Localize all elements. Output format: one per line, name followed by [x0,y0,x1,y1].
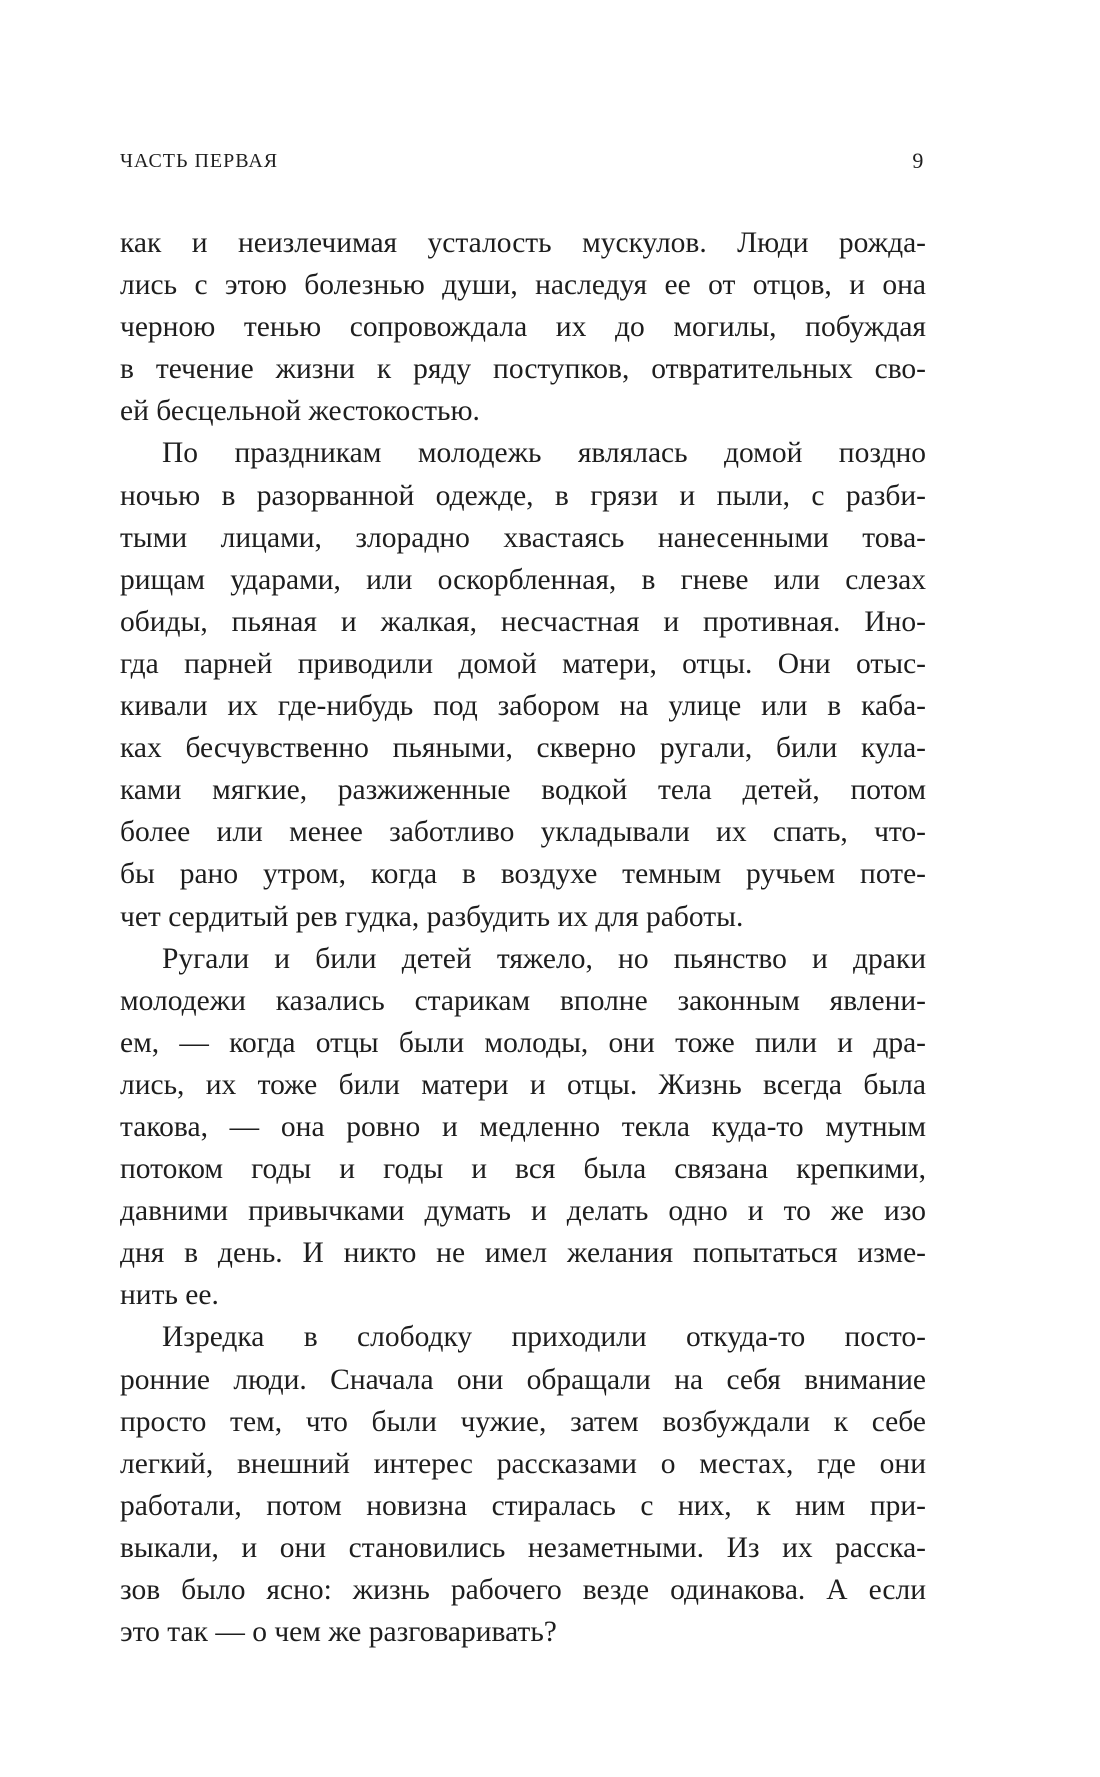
text-line: Изредка в слободку приходили откуда-то посто- [162,1321,926,1354]
text-line: в течение жизни к ряду поступков, отвратительных сво- [120,353,926,386]
text-line: дня в день. И никто не имел желания попытаться изме- [120,1237,926,1270]
text-line: работали, потом новизна стиралась с них, к ним при- [120,1489,926,1522]
text-line: черною тенью сопровождала их до могилы, побуждая [120,311,926,344]
text-line: потоком годы и годы и вся была связана крепкими, [120,1153,926,1186]
text-line: просто тем, что были чужие, затем возбуждали к себе [120,1405,926,1438]
text-line: ками мягкие, разжиженные водкой тела детей, потом [120,774,926,807]
text-line: ей бесцельной жестокостью. [120,395,480,428]
text-line: тыми лицами, злорадно хвастаясь нанесенными това- [120,521,926,554]
section-title: ЧАСТЬ ПЕРВАЯ [120,149,279,172]
text-line: гда парней приводили домой матери, отцы. Они отыс- [120,647,926,680]
text-line: рищам ударами, или оскорбленная, в гневе или слезах [120,563,926,596]
body-text [120,222,926,1653]
text-line: чет сердитый рев гудка, разбудить их для работы. [120,900,744,933]
text-line: лись с этою болезнью души, наследуя ее от отцов, и она [120,269,926,302]
text-line: нить ее. [120,1279,219,1312]
text-line: легкий, внешний интерес рассказами о местах, где они [120,1447,926,1480]
text-line: ем, — когда отцы были молоды, они тоже пили и дра- [120,1026,926,1059]
text-line: зов было ясно: жизнь рабочего везде одинакова. А если [120,1574,926,1606]
paragraph-1 [120,222,926,432]
paragraph-2 [120,432,926,937]
text-line: бы рано утром, когда в воздухе темным ручьем поте- [120,858,926,891]
text-line: Ругали и били детей тяжело, но пьянство и драки [162,942,926,975]
text-line: более или менее заботливо укладывали их спать, что- [120,816,926,849]
text-line: как и неизлечимая усталость мускулов. Люди рожда- [120,227,926,259]
running-head [120,146,926,176]
text-line: ках бесчувственно пьяными, скверно ругали, били кула- [120,732,926,765]
text-line: ночью в разорванной одежде, в грязи и пыли, с разби- [120,479,926,512]
text-line: обиды, пьяная и жалкая, несчастная и противная. Ино- [120,605,926,638]
text-line: такова, — она ровно и медленно текла куда-то мутным [120,1110,926,1143]
text-line: кивали их где-нибудь под забором на улице или в каба- [120,690,926,723]
page-number: 9 [912,148,924,173]
paragraph-4 [120,1316,926,1653]
text-line: выкали, и они становились незаметными. Из их расска- [120,1531,926,1564]
text-line: ронние люди. Сначала они обращали на себя внимание [120,1363,926,1396]
text-line: молодежи казались старикам вполне законным явлени- [120,984,926,1017]
text-line: это так — о чем же разговаривать? [120,1616,557,1649]
text-line: По праздникам молодежь являлась домой поздно [162,437,926,470]
text-line: давними привычками думать и делать одно и то же изо [120,1195,926,1228]
text-line: лись, их тоже били матери и отцы. Жизнь всегда была [120,1068,926,1101]
paragraph-3 [120,938,926,1317]
